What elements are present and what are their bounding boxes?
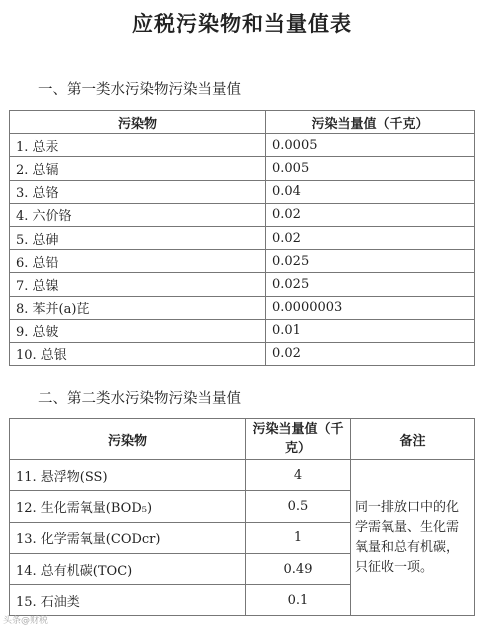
table-row <box>10 342 475 365</box>
pollutant-name: 10. 总银 <box>10 342 266 365</box>
pollutant-name: 9. 总铍 <box>10 319 266 342</box>
pollutant-name: 2. 总镉 <box>10 157 266 180</box>
header-pollutant: 污染物 <box>10 419 246 460</box>
section1-heading: 一、第一类水污染物污染当量值 <box>38 82 241 98</box>
pollutant-name: 1. 总汞 <box>10 134 266 157</box>
pollutant-value: 0.0000003 <box>266 296 475 319</box>
page-title: 应税污染物和当量值表 <box>132 11 352 36</box>
pollutant-value: 0.025 <box>266 250 475 273</box>
header-note: 备注 <box>351 419 475 460</box>
table-row <box>10 250 475 273</box>
pollutant-value: 0.02 <box>266 203 475 226</box>
pollutant-name: 14. 总有机碳(TOC) <box>10 553 246 584</box>
table-header-row <box>10 419 475 460</box>
header-pollutant: 污染物 <box>10 111 266 134</box>
table-row <box>10 134 475 157</box>
table-row <box>10 226 475 249</box>
pollutant-name: 7. 总镍 <box>10 273 266 296</box>
pollutant-value: 0.0005 <box>266 134 475 157</box>
header-equivalent-value: 污染当量值（千克） <box>266 111 475 134</box>
section2-heading: 二、第二类水污染物污染当量值 <box>38 391 241 407</box>
pollutant-name: 5. 总砷 <box>10 226 266 249</box>
pollutant-value: 0.025 <box>266 273 475 296</box>
pollutant-name: 4. 六价铬 <box>10 203 266 226</box>
pollutant-value: 4 <box>246 460 351 491</box>
pollutant-name: 12. 生化需氧量(BOD₅) <box>10 491 246 522</box>
pollutant-value: 0.01 <box>266 319 475 342</box>
pollutant-value: 0.04 <box>266 180 475 203</box>
pollutant-name: 8. 苯并(a)芘 <box>10 296 266 319</box>
note-cell: 同一排放口中的化学需氧量、生化需氧量和总有机碳，只征收一项。 <box>351 460 475 616</box>
watermark: 头条@财税 <box>3 616 49 626</box>
pollutant-name: 15. 石油类 <box>10 585 246 616</box>
pollutant-value: 0.49 <box>246 553 351 584</box>
pollutant-name: 6. 总铅 <box>10 250 266 273</box>
table-row <box>10 460 475 491</box>
table-header-row <box>10 111 475 134</box>
pollutant-name: 13. 化学需氧量(CODcr) <box>10 522 246 553</box>
header-equivalent-value: 污染当量值（千克） <box>246 419 351 460</box>
pollutant-value: 0.1 <box>246 585 351 616</box>
pollutant-value: 1 <box>246 522 351 553</box>
pollutant-name: 3. 总铬 <box>10 180 266 203</box>
pollutant-name: 11. 悬浮物(SS) <box>10 460 246 491</box>
table-class1-pollutants <box>9 110 475 366</box>
table-row <box>10 319 475 342</box>
table-row <box>10 296 475 319</box>
pollutant-value: 0.02 <box>266 226 475 249</box>
pollutant-value: 0.02 <box>266 342 475 365</box>
table-row <box>10 203 475 226</box>
table-row <box>10 273 475 296</box>
pollutant-value: 0.005 <box>266 157 475 180</box>
pollutant-value: 0.5 <box>246 491 351 522</box>
table-row <box>10 157 475 180</box>
table-class2-pollutants <box>9 418 475 616</box>
table-row <box>10 180 475 203</box>
